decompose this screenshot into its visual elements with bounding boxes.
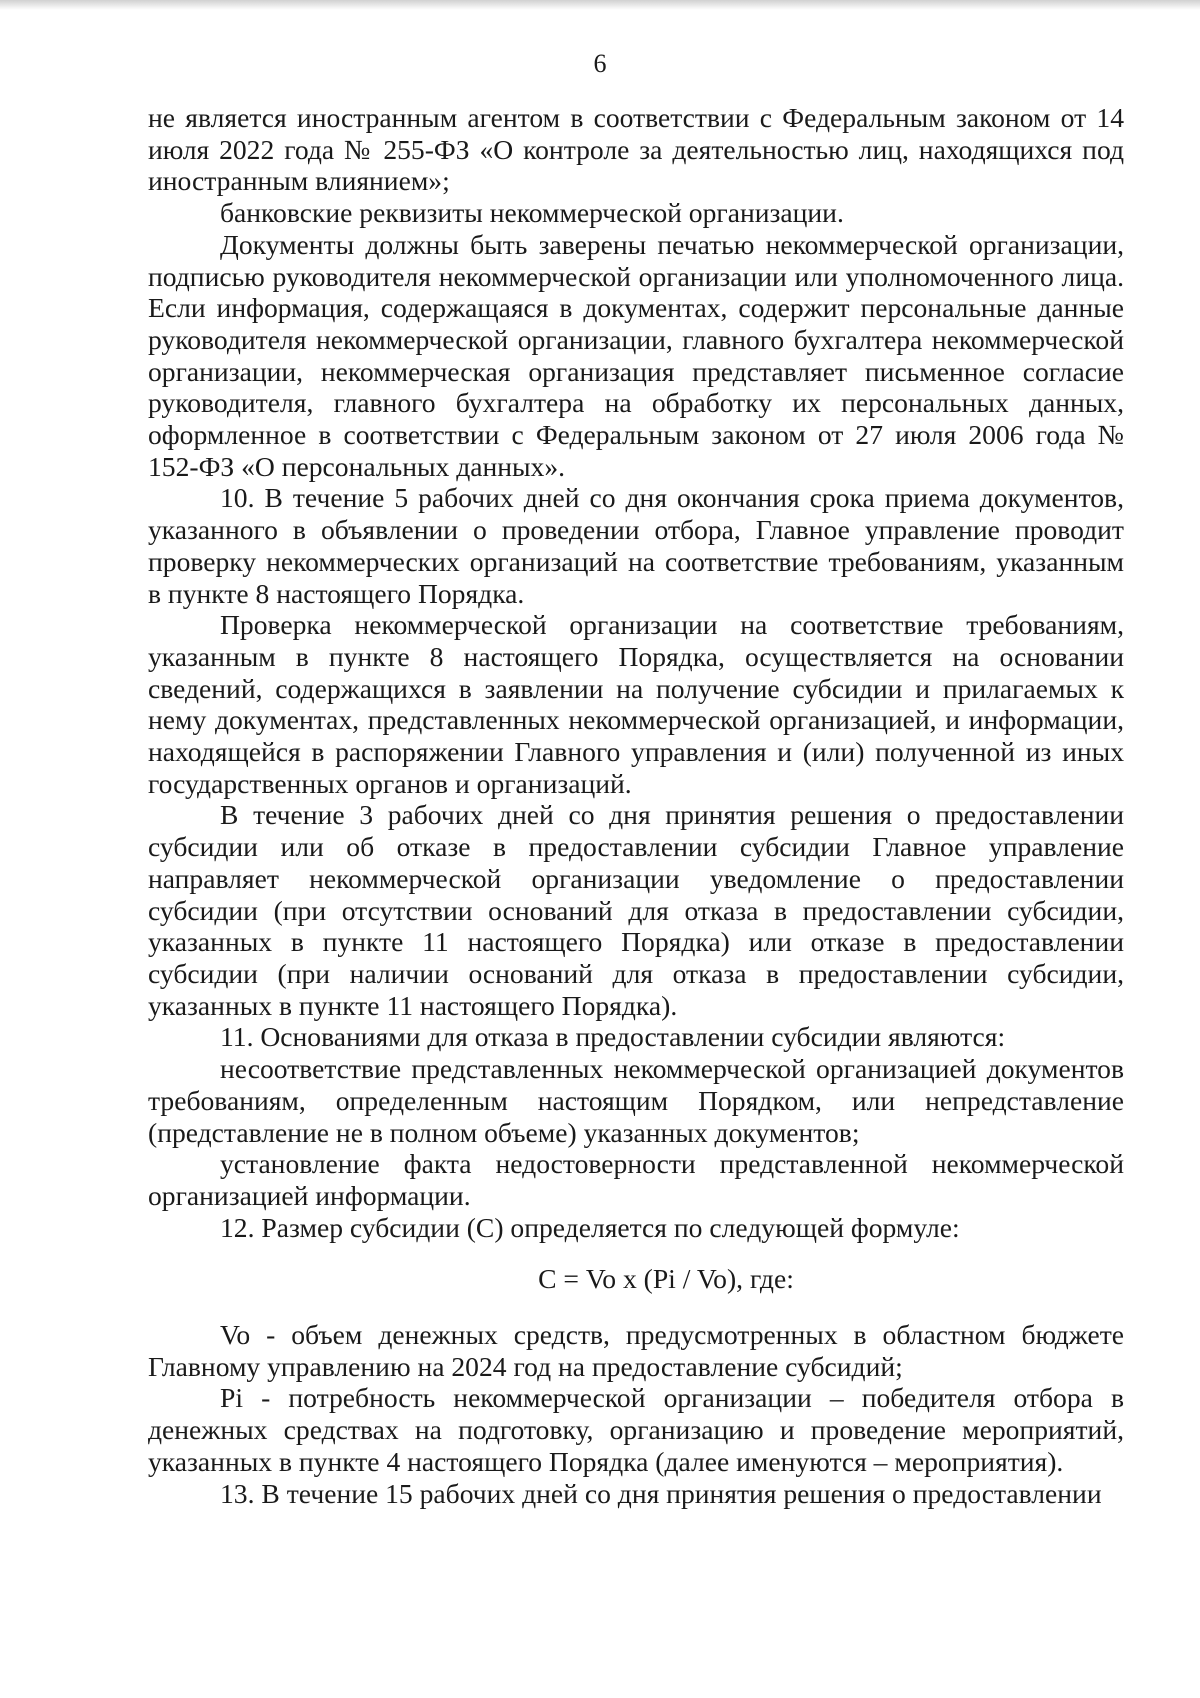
paragraph: не является иностранным агентом в соответствии с Федеральным законом от 14 июля 2022 года № 255-ФЗ «О контроле за деятельностью лиц, находящихся под иностранным влиянием»; (148, 102, 1124, 197)
paragraph: 11. Основаниями для отказа в предоставлении субсидии являются: (220, 1021, 1006, 1053)
formula: С = Vo x (Pi / Vo), где: (538, 1263, 794, 1295)
scan-edge (0, 0, 1200, 10)
paragraph: В течение 3 рабочих дней со дня принятия решения о предоставлении субсидии или об отказе в предоставлении субсидии Главное управление направляет некоммерческой организации уведомление о предоставлении субсидии (при отсутствии оснований для отказа в предоставлении субсидии, указанных в пункте 11 настоящего Порядка) или отказе в предоставлении субсидии (при наличии оснований для отказа в предоставлении субсидии, указанных в пункте 11 настоящего Порядка). (148, 799, 1124, 1021)
paragraph: 13. В течение 15 рабочих дней со дня принятия решения о предоставлении (220, 1477, 1102, 1509)
paragraph: Проверка некоммерческой организации на соответствие требованиям, указанным в пункте 8 настоящего Порядка, осуществляется на основании сведений, содержащихся в заявлении на получение субсидии и прилагаемых к нему документах, представленных некоммерческой организацией, и информации, находящейся в распоряжении Главного управления и (или) полученной из иных государственных органов и организаций. (148, 609, 1124, 799)
paragraph: установление факта недостоверности представленной некоммерческой организацией информации. (148, 1148, 1124, 1211)
document-body (148, 102, 1124, 1509)
paragraph: 10. В течение 5 рабочих дней со дня окончания срока приема документов, указанного в объявлении о проведении отбора, Главное управление проводит проверку некоммерческих организаций на соответствие требованиям, указанным в пункте 8 настоящего Порядка. (148, 482, 1124, 609)
paragraph: несоответствие представленных некоммерческой организацией документов требованиям, определенным настоящим Порядком, или непредставление (представление не в полном объеме) указанных документов; (148, 1053, 1124, 1148)
paragraph: банковские реквизиты некоммерческой организации. (220, 197, 844, 229)
paragraph: Pi - потребность некоммерческой организации – победителя отбора в денежных средствах на подготовку, организацию и проведение мероприятий, указанных в пункте 4 настоящего Порядка (далее именуются – мероприятия). (148, 1382, 1124, 1477)
paragraph: 12. Размер субсидии (С) определяется по следующей формуле: (220, 1211, 960, 1243)
paragraph: Документы должны быть заверены печатью некоммерческой организации, подписью руководителя некоммерческой организации или уполномоченного лица. Если информация, содержащаяся в документах, содержит персональные данные руководителя некоммерческой организации, главного бухгалтера некоммерческой организации, некоммерческая организация представляет письменное согласие руководителя, главного бухгалтера на обработку их персональных данных, оформленное в соответствии с Федеральным законом от 27 июля 2006 года № 152-ФЗ «О персональных данных». (148, 228, 1124, 482)
page-number: 6 (593, 49, 607, 78)
paragraph: Vo - объем денежных средств, предусмотренных в областном бюджете Главному управлению на 2024 год на предоставление субсидий; (148, 1319, 1124, 1382)
